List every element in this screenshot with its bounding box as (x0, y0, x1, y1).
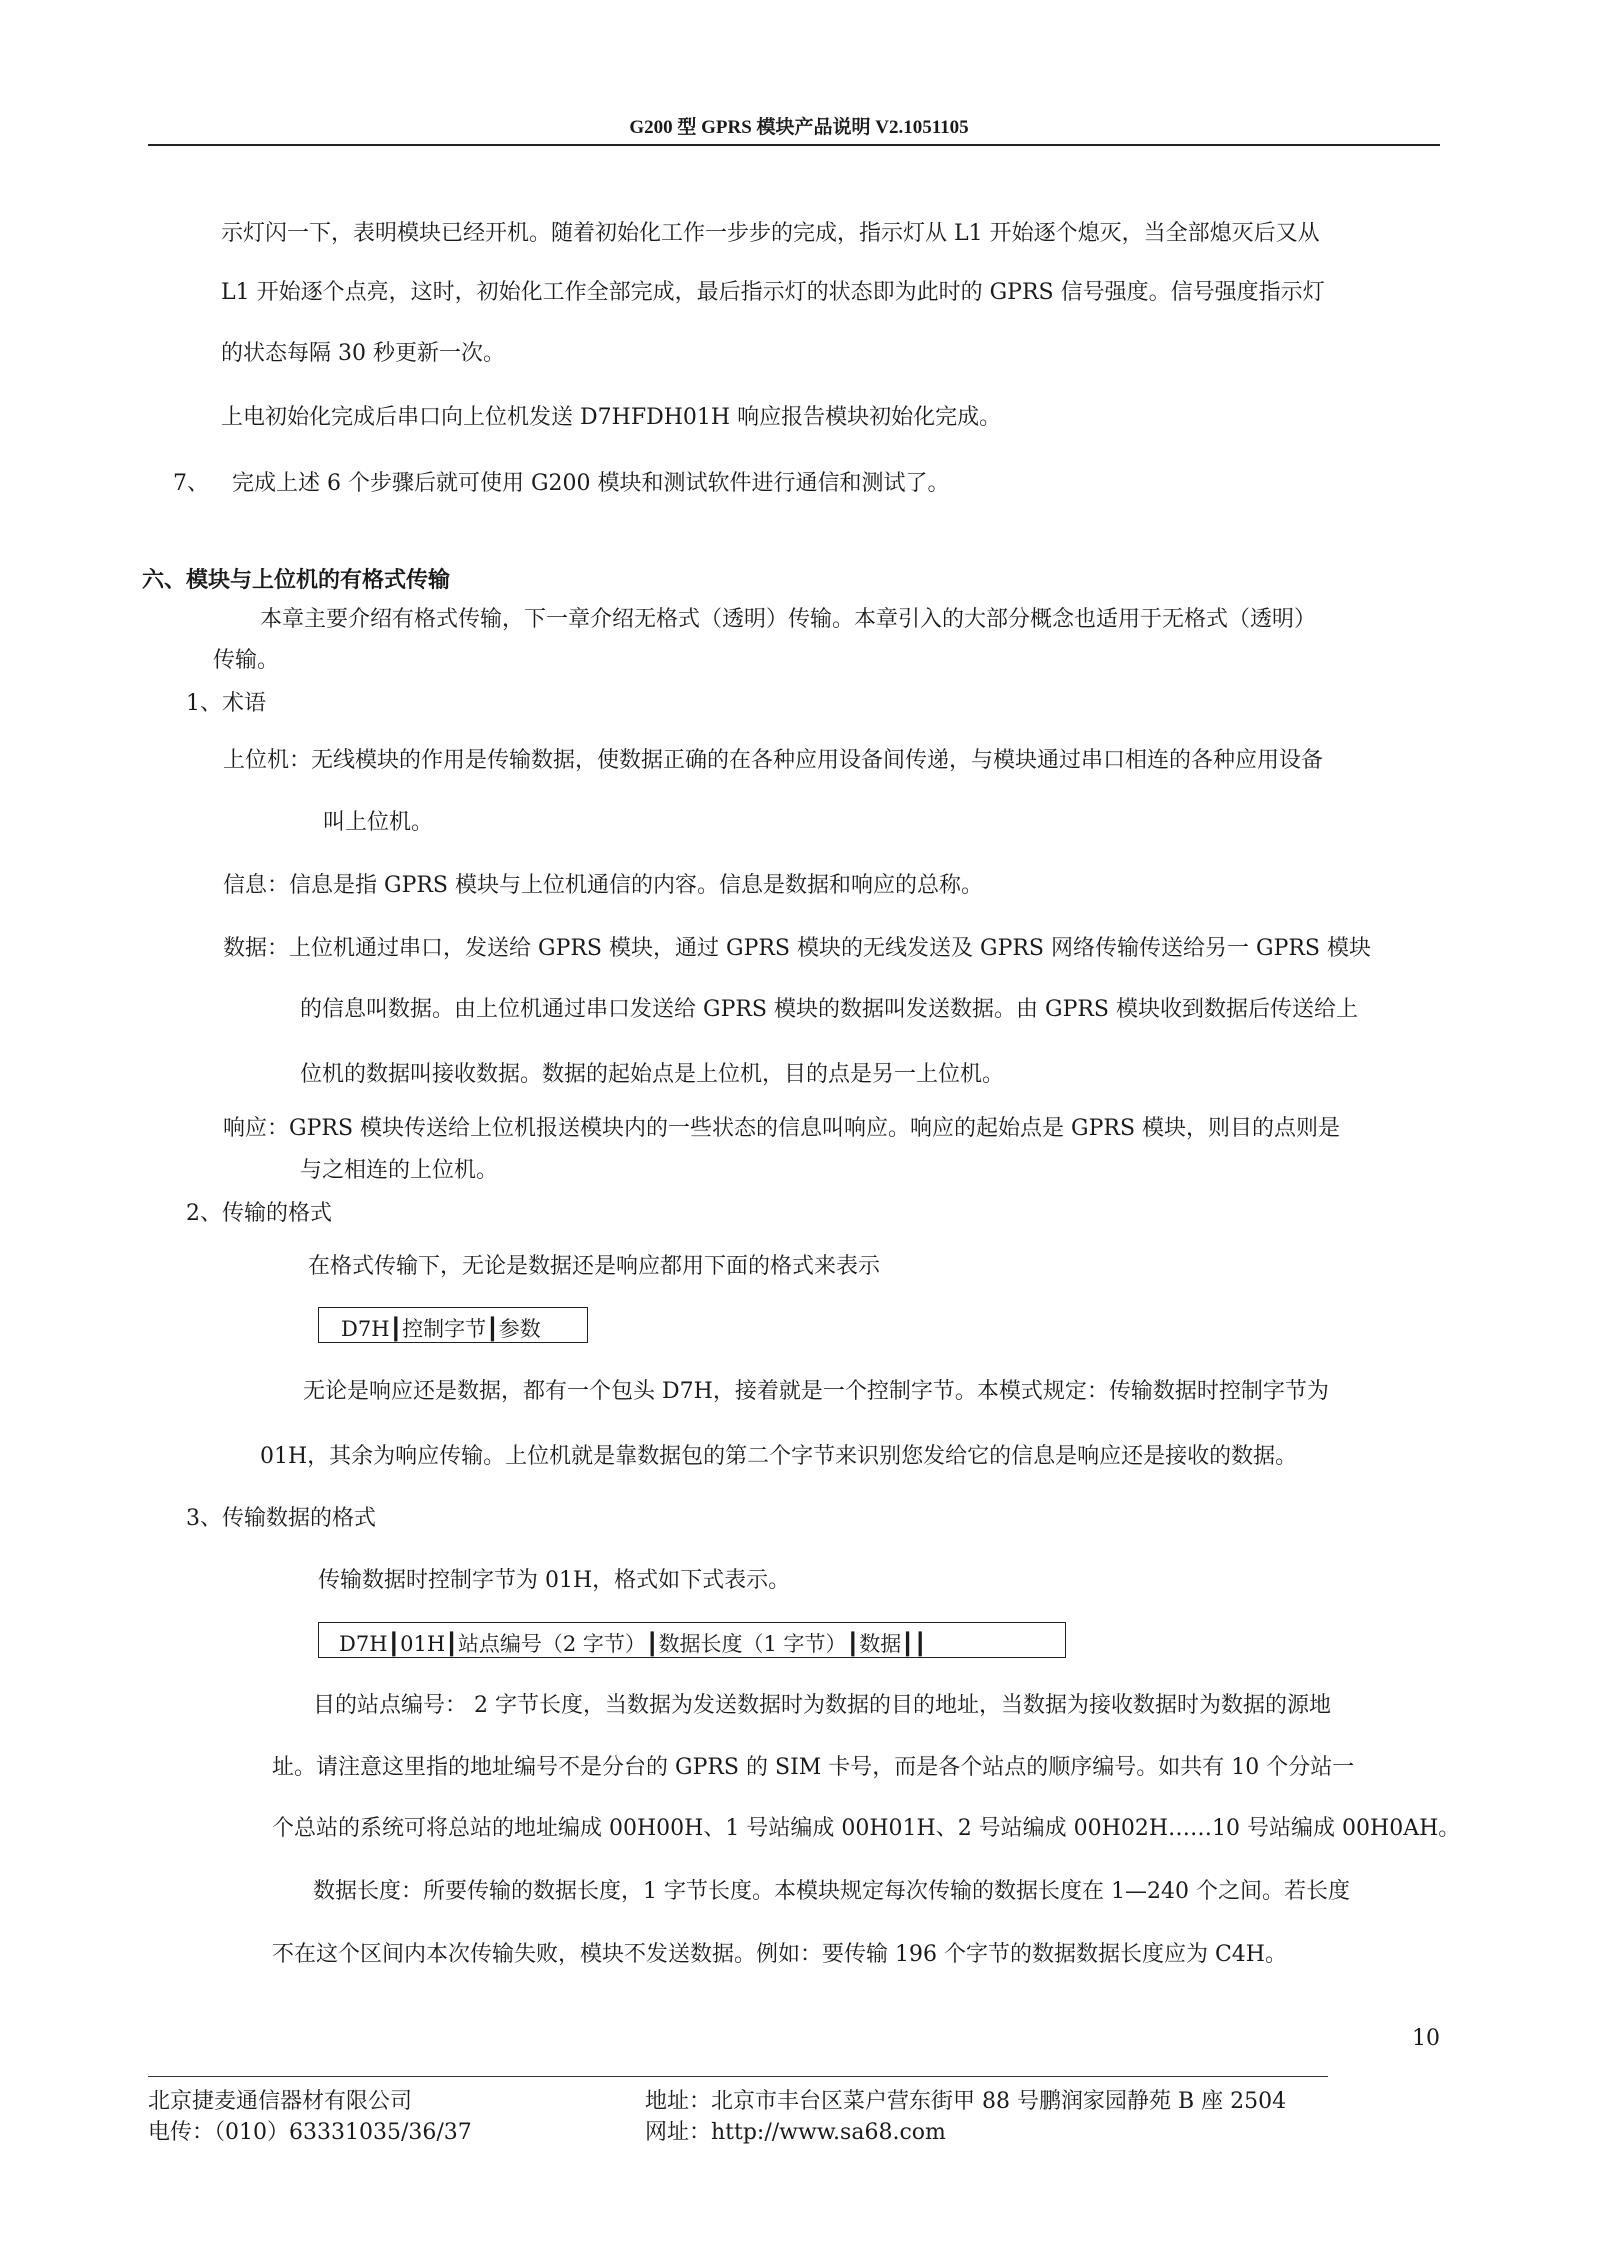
paragraph-line: 在格式传输下，无论是数据还是响应都用下面的格式来表示 (308, 1254, 881, 1279)
subsection-title: 1、术语 (186, 691, 266, 716)
paragraph-line: 不在这个区间内本次传输失败，模块不发送数据。例如：要传输 196 个字节的数据数据长度应为 C4H。 (272, 1942, 1287, 1967)
step-number: 7、 (173, 471, 209, 496)
paragraph-line: 个总站的系统可将总站的地址编成 00H00H、1 号站编成 00H01H、2 号站编成 00H02H……10 号站编成 00H0AH。 (272, 1816, 1461, 1841)
paragraph-line: 目的站点编号： 2 字节长度，当数据为发送数据时为数据的目的地址，当数据为接收数据时为数据的源地 (313, 1693, 1331, 1718)
paragraph-line: 无论是响应还是数据，都有一个包头 D7H，接着就是一个控制字节。本模式规定：传输数据时控制字节为 (303, 1379, 1329, 1404)
format-box-text: D7H┃01H┃站点编号（2 字节）┃数据长度（1 字节）┃数据┃┃ (339, 1632, 927, 1656)
paragraph-line: 址。请注意这里指的地址编号不是分台的 GPRS 的 SIM 卡号，而是各个站点的顺序编号。如共有 10 个分站一 (272, 1755, 1355, 1780)
term-definition: 信息：信息是指 GPRS 模块与上位机通信的内容。信息是数据和响应的总称。 (223, 873, 984, 898)
paragraph-line: 01H，其余为响应传输。上位机就是靠数据包的第二个字节来识别您发给它的信息是响应还是接收的数据。 (260, 1444, 1298, 1469)
intro-line: 本章主要介绍有格式传输，下一章介绍无格式（透明）传输。本章引入的大部分概念也适用于无格式（透明） (260, 607, 1317, 632)
page-header-title: G200 型 GPRS 模块产品说明 V2.1051105 (629, 117, 969, 138)
term-definition: 叫上位机。 (323, 810, 434, 835)
subsection-title: 3、传输数据的格式 (186, 1506, 376, 1531)
footer-rule (148, 2076, 1328, 2077)
format-box (318, 1307, 588, 1343)
paragraph-line: 传输数据时控制字节为 01H，格式如下式表示。 (318, 1568, 791, 1593)
header-rule (148, 144, 1440, 146)
paragraph-line: 示灯闪一下，表明模块已经开机。随着初始化工作一步步的完成，指示灯从 L1 开始逐个熄灭，当全部熄灭后又从 (221, 221, 1320, 246)
paragraph-line: 上电初始化完成后串口向上位机发送 D7HFDH01H 响应报告模块初始化完成。 (221, 405, 1002, 430)
page-number: 10 (1412, 2026, 1440, 2051)
footer-phone: 电传：（010）63331035/36/37 (148, 2120, 472, 2145)
term-definition: 上位机：无线模块的作用是传输数据，使数据正确的在各种应用设备间传递，与模块通过串口相连的各种应用设备 (223, 748, 1324, 773)
section-title: 六、模块与上位机的有格式传输 (142, 567, 451, 593)
step-text: 完成上述 6 个步骤后就可使用 G200 模块和测试软件进行通信和测试了。 (232, 471, 950, 496)
paragraph-line: L1 开始逐个点亮，这时，初始化工作全部完成，最后指示灯的状态即为此时的 GPRS 信号强度。信号强度指示灯 (221, 280, 1325, 305)
footer-website: 网址：http://www.sa68.com (645, 2120, 946, 2145)
term-definition: 位机的数据叫接收数据。数据的起始点是上位机，目的点是另一上位机。 (300, 1062, 1005, 1087)
term-definition: 与之相连的上位机。 (300, 1158, 499, 1183)
term-definition: 的信息叫数据。由上位机通过串口发送给 GPRS 模块的数据叫发送数据。由 GPRS 模块收到数据后传送给上 (300, 997, 1359, 1022)
term-definition: 响应：GPRS 模块传送给上位机报送模块内的一些状态的信息叫响应。响应的起始点是 GPRS 模块，则目的点则是 (223, 1116, 1341, 1141)
data-format-box (318, 1622, 1066, 1658)
subsection-title: 2、传输的格式 (186, 1201, 332, 1226)
footer-company: 北京捷麦通信器材有限公司 (148, 2089, 413, 2114)
intro-line: 传输。 (213, 648, 280, 673)
footer-address: 地址：北京市丰台区菜户营东街甲 88 号鹏润家园静苑 B 座 2504 (645, 2089, 1287, 2114)
paragraph-line: 的状态每隔 30 秒更新一次。 (221, 341, 505, 366)
format-box-text: D7H┃控制字节┃参数 (341, 1317, 541, 1341)
paragraph-line: 数据长度：所要传输的数据长度，1 字节长度。本模块规定每次传输的数据长度在 1—240 个之间。若长度 (313, 1879, 1350, 1904)
term-definition: 数据：上位机通过串口，发送给 GPRS 模块，通过 GPRS 模块的无线发送及 GPRS 网络传输传送给另一 GPRS 模块 (223, 936, 1371, 961)
